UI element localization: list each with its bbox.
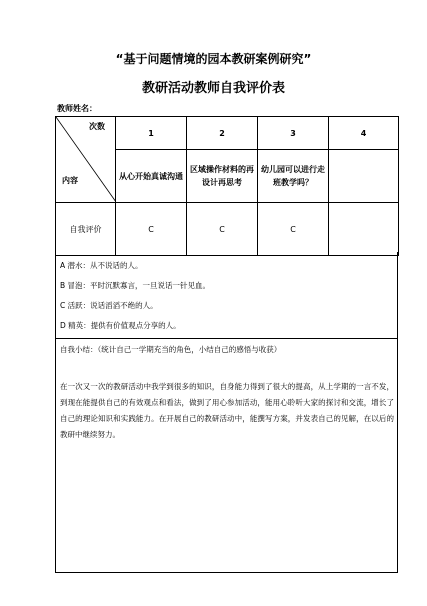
legend-item-b: B 冒泡：平时沉默寡言，一旦说话一针见血。 xyxy=(60,281,211,290)
legend-item-c: C 活跃：说话滔滔不绝的人。 xyxy=(60,301,158,310)
header-content-label: 内容 xyxy=(62,176,78,185)
document-title-line2: 教研活动教师自我评价表 xyxy=(141,81,285,96)
summary-heading: 自我小结：（统计自己一学期充当的角色，小结自己的感悟与收获） xyxy=(60,345,282,354)
topic-cell-4 xyxy=(329,150,399,203)
header-count-label: 次数 xyxy=(89,122,105,131)
document-title-line1: “基于问题情境的园本教研案例研究” xyxy=(115,52,312,66)
diagonal-line xyxy=(56,117,116,202)
grade-cell-4 xyxy=(329,203,399,256)
legend-item-d: D 精英：提供有价值观点分享的人。 xyxy=(60,321,181,330)
role-legend-box xyxy=(55,252,398,339)
column-number-1: 1 xyxy=(116,117,187,150)
column-number-2: 2 xyxy=(187,117,258,150)
self-evaluation-label: 自我评价 xyxy=(56,203,116,256)
diagonal-header-cell xyxy=(56,117,116,203)
summary-body: 在一次又一次的教研活动中我学到很多的知识，自身能力得到了很大的提高，从上学期的一言不发，到现在能提供自己的有效观点和看法，做到了用心参加活动，能用心聆听大家的探讨和交流，增长了自己的理论知识和实践能力。在开展自己的教研活动中，能撰写方案，并发表自己的见解，在以后的教研中继续努力。 xyxy=(60,382,394,439)
grade-cell-1: C xyxy=(116,203,187,256)
legend-item-a: A 潜水：从不说话的人。 xyxy=(60,261,143,270)
grade-cell-2: C xyxy=(187,203,258,256)
topic-cell-3: 幼儿园可以进行走班教学吗？ xyxy=(258,150,329,203)
topic-cell-1: 从心开始真诚沟通 xyxy=(116,150,187,203)
grade-cell-3: C xyxy=(258,203,329,256)
teacher-name-label: 教师姓名： xyxy=(57,104,97,113)
column-number-3: 3 xyxy=(258,117,329,150)
self-summary-box xyxy=(55,339,398,573)
evaluation-table xyxy=(55,116,399,256)
column-number-4: 4 xyxy=(329,117,399,150)
topic-cell-2: 区域操作材料的再设计再思考 xyxy=(187,150,258,203)
